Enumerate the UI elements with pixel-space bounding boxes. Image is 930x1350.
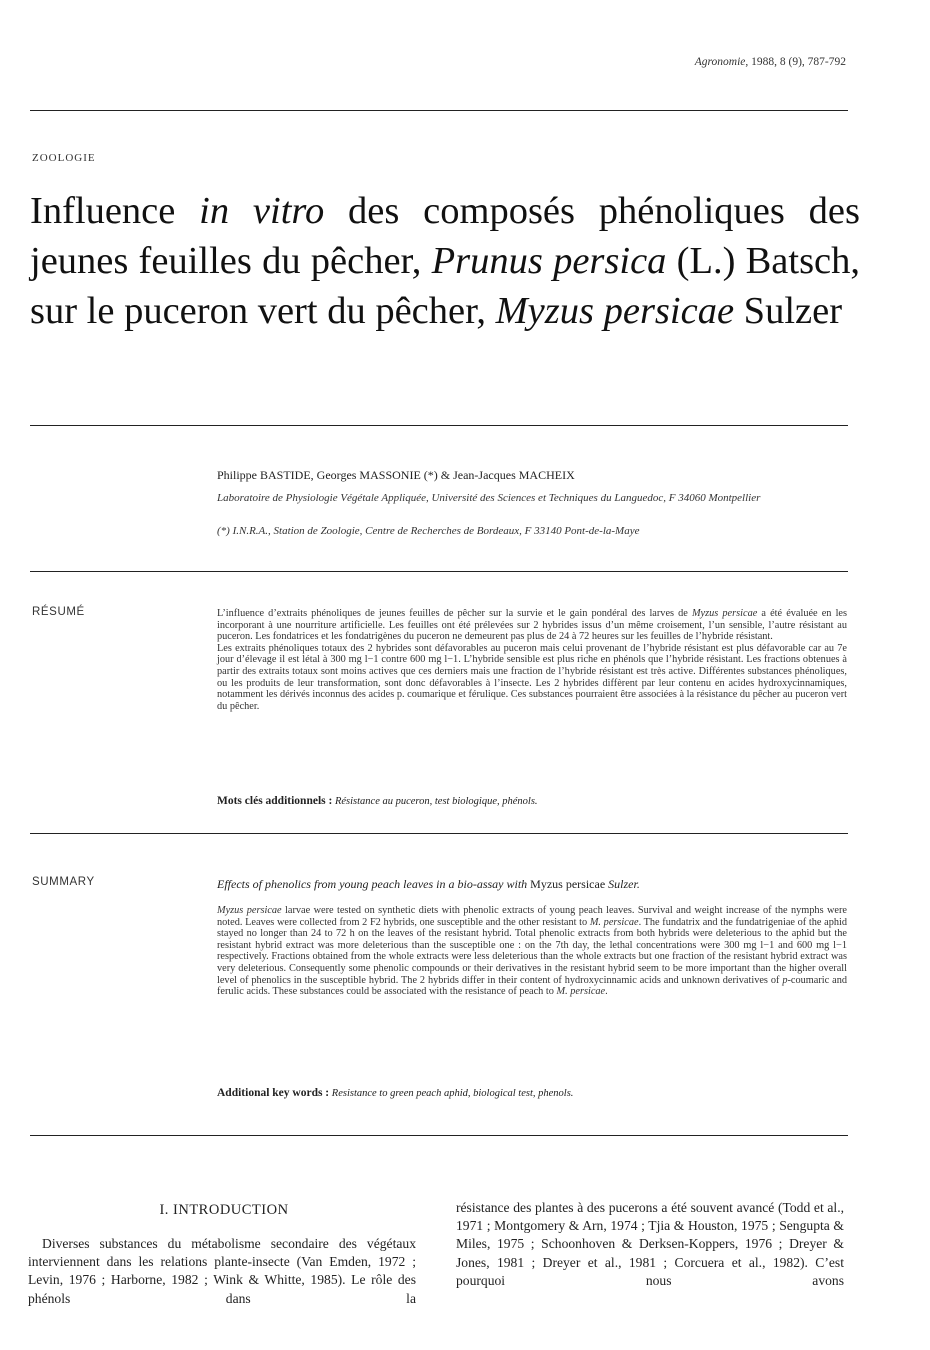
section-label: ZOOLOGIE (32, 152, 96, 164)
introduction-heading: I. INTRODUCTION (159, 1202, 289, 1218)
resume-paragraph-2: Les extraits phénoliques totaux des 2 hybrides sont défavorables au puceron mais celui provenant de l’hybride résistant est plus défavorable car au 7e jour d’élevage il est létal à 300 mg l−1 contre 600 mg l−1. L’hybride sensible est plus riche en phénols que l’hybride résistant. Les fractions obtenues à partir des extraits totaux sont moins actives que ces derniers mais une fraction de l’hybride résistant est très active. Différentes substances phénoliques, ou les produits de leur transformation, sont donc défavorables à l’insecte. Les 2 hybrides diffèrent par leur contenu en acides hydroxycinnamiques, notamment les dérivés inconnus des acides p. coumarique et férulique. Ces substances pourraient être associées à la résistance du pêcher au puceron vert du pêcher. (217, 642, 847, 712)
intro-right-text: résistance des plantes à des pucerons a été souvent avancé (Todd et al., 1971 ; Montgomery & Arn, 1974 ; Tjia & Houston, 1975 ; Sengupta & Miles, 1975 ; Schoonhoven & Derksen-Koppers, 1976 ; Dreyer & Jones, 1981 ; Dreyer et al., 1981 ; Corcuera et al., 1982). C’est pourquoi nous avons (456, 1200, 844, 1288)
summary-rule (30, 1135, 848, 1136)
summary-text-italic: p (782, 974, 788, 986)
article-title (30, 186, 860, 336)
keywords-label: Mots clés additionnels : (217, 795, 333, 807)
intro-left-column (28, 1235, 416, 1308)
summary-text-run: -coumaric and ferulic acids. These substances could be associated with the resistance of peach to (217, 974, 847, 998)
summary-paragraph (217, 905, 847, 998)
resume-keywords (217, 795, 538, 807)
journal-volume: , 1988, 8 (9), 787-792 (745, 56, 846, 68)
journal-name: Agronomie (694, 56, 746, 68)
species-name: Myzus persicae (217, 905, 282, 916)
title-italic: Myzus persicae (495, 290, 735, 332)
title-part: Sulzer (734, 290, 843, 332)
summary-text-run: . (605, 986, 608, 998)
summary-text-run: . The fundatrix and the fundatrigeniae of the aphid stayed no longer than 24 to 72 h on the leaves of the resistant hybrid. Total phenolic extracts from both hybrids were deleterious to the aphid but the resistant hybrid extract was more deleterious than the susceptible one : on the 7th day, the lethal concentrations were 300 mg l−1 and 600 mg l−1 respectively. Fractions obtained from the whole extracts were less deleterious than the whole extracts but one fraction of the resistant hybrid extract was very deleterious. Consequently some phenolic compounds or their derivatives in the resistant hybrid seem to be more important than the higher overall level of phenolics in the susceptible hybrid. The 2 hybrids differ in their content of hydroxycinnamic acids and unknown derivatives of (217, 916, 847, 986)
keywords-text: Résistance au puceron, test biologique, phénols. (332, 796, 538, 807)
intro-right-column (456, 1199, 844, 1290)
species-name: M. persicae (589, 916, 639, 928)
resume-text (217, 608, 847, 712)
journal-citation (695, 56, 846, 68)
keywords-label: Additional key words : (217, 1087, 330, 1099)
species-name: Myzus persicae (530, 877, 606, 891)
summary-text-run: larvae were tested on synthetic diets with phenolic extracts of young peach leaves. Survival and weight increase of the nymphs were noted. Leaves were collected from 2 F2 hybrids, one susceptible and the other resistant to (217, 905, 847, 928)
title-rule (30, 425, 848, 426)
title-part: Influence (30, 190, 200, 232)
resume-text-run: a été évaluée en les incorporant à une nourriture artificielle. Les feuilles ont été prélevées sur 2 hybrides issus d’un même croisement, l’un sensible, l’autre résistant au puceron. Les fondatrices et les fondatrigènes du puceron ne demeurent pas plus de 24 à 72 heures sur les feuilles de l’hybride résistant. (217, 608, 848, 643)
affiliation-2: (*) I.N.R.A., Station de Zoologie, Centre de Recherches de Bordeaux, F 33140 Pont-de-la-Maye (217, 525, 640, 537)
affiliation-1: Laboratoire de Physiologie Végétale Appliquée, Université des Sciences et Techniques du Languedoc, F 34060 Montpellier (217, 492, 761, 504)
resume-text-run: L’influence d’extraits phénoliques de jeunes feuilles de pêcher sur la survie et le gain pondéral des larves de (217, 608, 692, 619)
resume-rule (30, 833, 848, 834)
resume-paragraph-1 (217, 608, 847, 643)
keywords-text: Resistance to green peach aphid, biological test, phenols. (329, 1088, 574, 1099)
resume-label: RÉSUMÉ (32, 606, 85, 618)
summary-label: SUMMARY (32, 876, 95, 888)
summary-text (217, 905, 847, 998)
authors-rule (30, 571, 848, 572)
authors: Philippe BASTIDE, Georges MASSONIE (*) & Jean-Jacques MACHEIX (217, 468, 575, 482)
header-rule (30, 110, 848, 111)
title-part: (L.) Batsch, sur le puceron vert du pêcher, (30, 240, 861, 332)
title-italic: Prunus persica (431, 240, 667, 282)
species-name: Myzus persicae (691, 608, 758, 619)
summary-keywords (217, 1087, 573, 1099)
title-italic: in vitro (199, 190, 325, 232)
species-name: M. persicae (556, 986, 606, 998)
title-part: des composés phénoliques des jeunes feuilles du pêcher, (30, 190, 860, 282)
summary-title-run: Effects of phenolics from young peach leaves in a bio-assay with (217, 877, 531, 891)
summary-title (217, 877, 640, 892)
summary-title-run: Sulzer. (605, 877, 640, 891)
intro-left-text: Diverses substances du métabolisme secondaire des végétaux interviennent dans les relations plante-insecte (Van Emden, 1972 ; Levin, 1976 ; Harborne, 1982 ; Wink & Whitte, 1985). Le rôle des phénols dans la (28, 1236, 416, 1306)
